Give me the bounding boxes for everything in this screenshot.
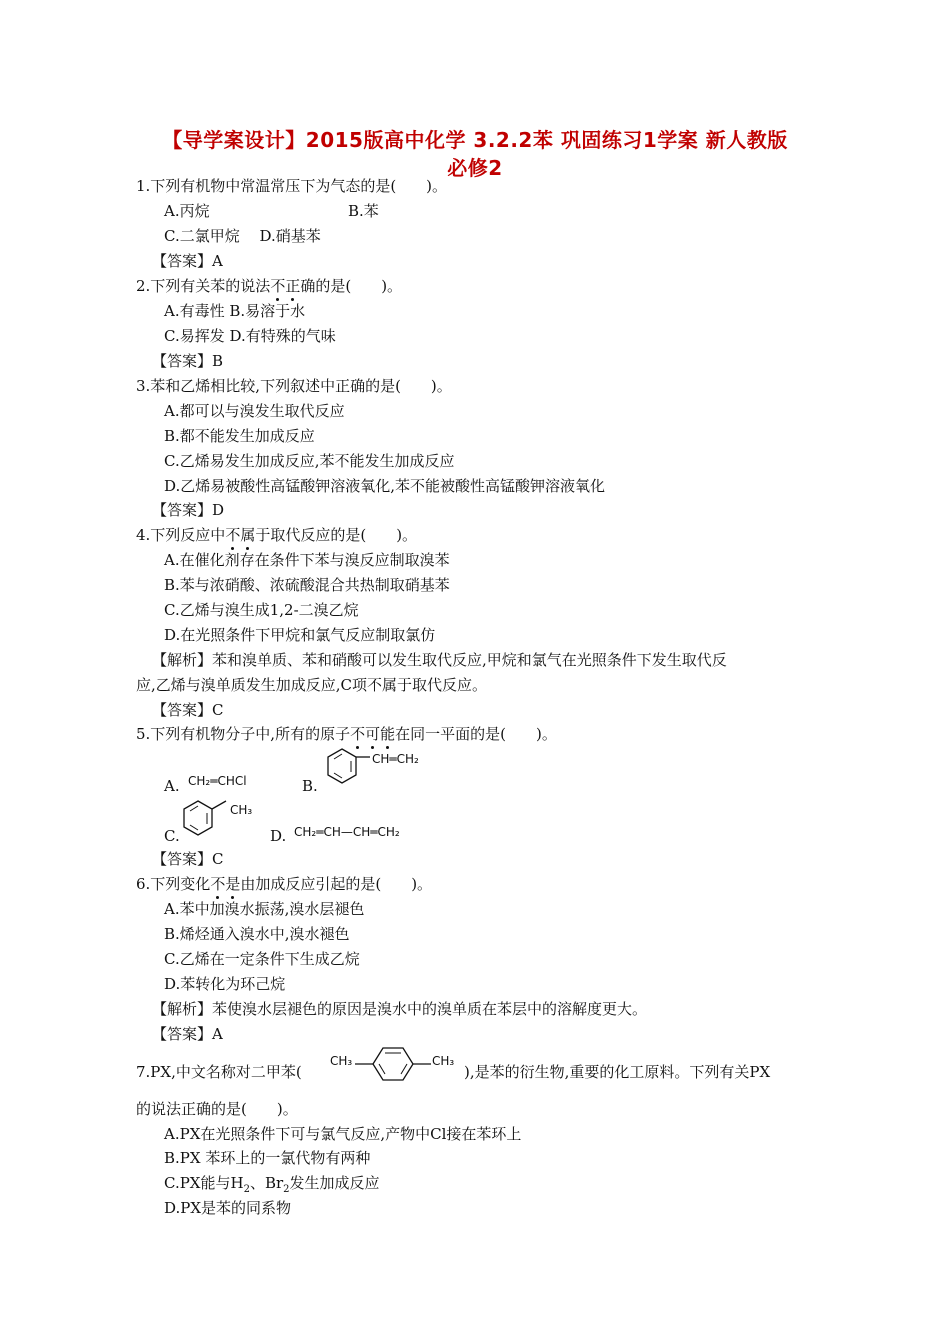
q6-stem-post: 由加成反应引起的是( )。 <box>240 875 433 893</box>
q4-option-c: C.乙烯与溴生成1,2-二溴乙烷 <box>164 601 359 619</box>
q7-formula-right: CH₃ <box>432 1054 455 1068</box>
q6-analysis: 【解析】苯使溴水层褪色的原因是溴水中的溴单质在苯层中的溶解度更大。 <box>152 1000 648 1018</box>
q2-emphasis-2: 正 <box>285 277 301 295</box>
q7-option-c-mid: 、Br <box>249 1174 284 1192</box>
doc-title-line2: 必修2 <box>447 156 503 180</box>
q7-stem-pre: 7.PX,中文名称对二甲苯( <box>136 1063 302 1081</box>
q5-formula-c: CH₃ <box>230 803 253 817</box>
q5-stem <box>136 724 557 744</box>
q5-label-b: B. <box>302 777 318 795</box>
q6-stem-pre: 6.下列变化 <box>136 875 211 893</box>
q7-option-c-pre: C.PX能与H <box>164 1174 244 1192</box>
q4-option-a: A.在催化剂存在条件下苯与溴反应制取溴苯 <box>164 551 450 569</box>
q5-answer: 【答案】C <box>152 850 224 868</box>
q4-option-b: B.苯与浓硝酸、浓硫酸混合共热制取硝基苯 <box>164 576 450 594</box>
doc-title-line1: 【导学案设计】2015版高中化学 3.2.2苯 巩固练习1学案 新人教版 <box>162 128 788 152</box>
q3-answer: 【答案】D <box>152 501 225 519</box>
q4-stem-pre: 4.下列反应中 <box>136 526 226 544</box>
q4-option-d: D.在光照条件下甲烷和氯气反应制取氯仿 <box>164 626 436 644</box>
q7-stem-post: ),是苯的衍生物,重要的化工原料。下列有关PX <box>464 1063 771 1081</box>
q1-option-b: B.苯 <box>348 202 379 220</box>
q7-option-c-post: 发生加成反应 <box>289 1174 380 1192</box>
q5-formula-b: CH═CH₂ <box>372 752 419 766</box>
q2-stem <box>136 276 402 296</box>
q2-stem-post: 确的是( )。 <box>300 277 403 295</box>
q6-option-a: A.苯中加溴水振荡,溴水层褪色 <box>164 900 365 918</box>
q6-option-c: C.乙烯在一定条件下生成乙烷 <box>164 950 360 968</box>
q5-label-a: A. <box>164 777 180 795</box>
q7-option-c-sub2: 2 <box>283 1184 290 1195</box>
q4-answer: 【答案】C <box>152 701 224 719</box>
q7-option-a: A.PX在光照条件下可与氯气反应,产物中Cl接在苯环上 <box>164 1125 522 1143</box>
q5-formula-a: CH₂═CHCl <box>188 774 247 788</box>
q4-emphasis-2: 属 <box>240 526 256 544</box>
q1-option-a: A.丙烷 <box>164 202 210 220</box>
q3-option-d: D.乙烯易被酸性高锰酸钾溶液氧化,苯不能被酸性高锰酸钾溶液氧化 <box>164 477 606 495</box>
q2-stem-pre: 2.下列有关苯的说法 <box>136 277 271 295</box>
q7-option-c-sub1: 2 <box>243 1184 250 1195</box>
q4-stem-post: 于取代反应的是( )。 <box>255 526 418 544</box>
q5-stem-pre: 5.下列有机物分子中,所有的原子 <box>136 725 351 743</box>
q1-answer: 【答案】A <box>152 252 223 270</box>
q6-emphasis-2: 是 <box>225 875 241 893</box>
q5-emphasis-1: 不 <box>350 725 366 743</box>
q6-answer: 【答案】A <box>152 1025 223 1043</box>
q5-emphasis-3: 能 <box>380 725 396 743</box>
q6-option-b: B.烯烃通入溴水中,溴水褪色 <box>164 925 350 943</box>
q6-option-d: D.苯转化为环己烷 <box>164 975 286 993</box>
q7-stem-line2: 的说法正确的是( )。 <box>136 1100 298 1118</box>
q5-label-d: D. <box>270 827 287 845</box>
q4-emphasis-1: 不 <box>225 526 241 544</box>
q2-option-ab: A.有毒性 B.易溶于水 <box>164 302 306 320</box>
q3-option-b: B.都不能发生加成反应 <box>164 427 315 445</box>
q6-stem <box>136 874 432 894</box>
q7-option-d: D.PX是苯的同系物 <box>164 1199 292 1217</box>
q1-option-cd: C.二氯甲烷 D.硝基苯 <box>164 227 321 245</box>
q5-formula-d: CH₂═CH—CH═CH₂ <box>294 825 400 839</box>
q5-emphasis-2: 可 <box>365 725 381 743</box>
q3-option-a: A.都可以与溴发生取代反应 <box>164 402 345 420</box>
p-xylene-structure <box>355 1043 435 1087</box>
q6-emphasis-1: 不 <box>210 875 226 893</box>
q2-option-cd: C.易挥发 D.有特殊的气味 <box>164 327 336 345</box>
q2-answer: 【答案】B <box>152 352 224 370</box>
q2-emphasis-1: 不 <box>270 277 286 295</box>
q4-stem <box>136 525 417 545</box>
q3-stem: 3.苯和乙烯相比较,下列叙述中正确的是( )。 <box>136 377 452 395</box>
q5-label-c: C. <box>164 827 180 845</box>
q7-formula-left: CH₃ <box>330 1054 353 1068</box>
q7-option-b: B.PX 苯环上的一氯代物有两种 <box>164 1149 371 1167</box>
q3-option-c: C.乙烯易发生加成反应,苯不能发生加成反应 <box>164 452 455 470</box>
q4-analysis-line1: 【解析】苯和溴单质、苯和硝酸可以发生取代反应,甲烷和氯气在光照条件下发生取代反 <box>152 651 727 669</box>
q5-stem-post: 在同一平面的是( )。 <box>395 725 557 743</box>
q4-analysis-line2: 应,乙烯与溴单质发生加成反应,C项不属于取代反应。 <box>136 676 488 694</box>
q1-stem: 1.下列有机物中常温常压下为气态的是( )。 <box>136 177 448 195</box>
q7-option-c <box>164 1173 380 1200</box>
